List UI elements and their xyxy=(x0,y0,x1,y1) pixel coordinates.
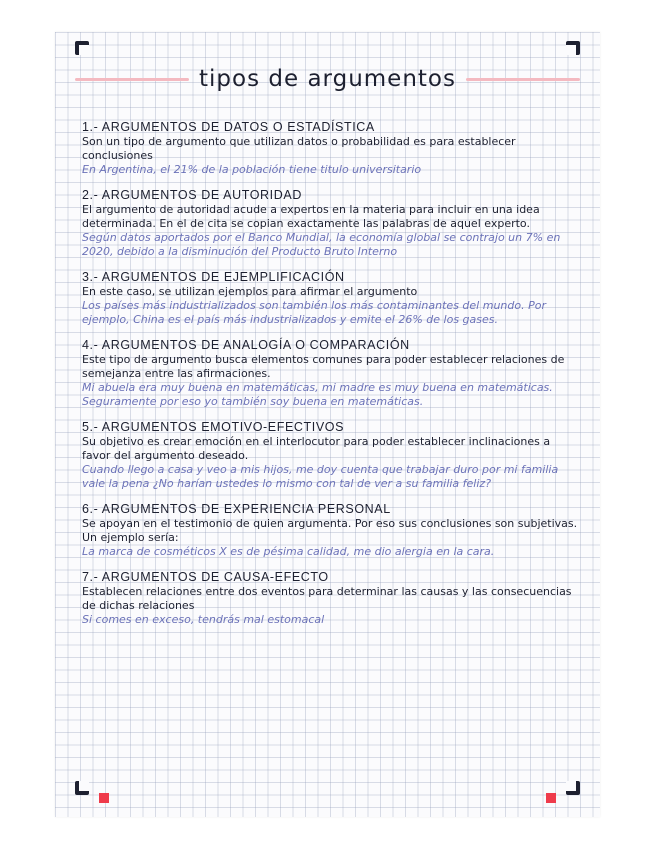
section-example: Si comes en exceso, tendrás mal estomacal xyxy=(82,613,325,626)
notebook-page xyxy=(55,32,600,817)
red-square-icon xyxy=(99,793,109,803)
corner-bracket-icon xyxy=(75,41,89,55)
section-example: Según datos aportados por el Banco Mundial, la economía global se contrajo un 7% en 2020, debido a la disminución del Producto Bruto Interno xyxy=(82,231,561,258)
section-example: Cuando llego a casa y veo a mis hijos, me doy cuenta que trabajar duro por mi familia vale la pena ¿No harían ustedes lo mismo con tal de ver a su familia feliz? xyxy=(82,463,559,490)
section-heading: 3.- ARGUMENTOS DE EJEMPLIFICACIÓN xyxy=(82,270,345,284)
content xyxy=(82,120,578,638)
section-definition: Este tipo de argumento busca elementos comunes para poder establecer relaciones de semejanza entre las afirmaciones. xyxy=(82,353,565,380)
section-example: Mi abuela era muy buena en matemáticas, mi madre es muy buena en matemáticas. Seguramente por eso yo también soy buena en matemáticas. xyxy=(82,381,553,408)
title-divider-left xyxy=(75,78,189,81)
section-definition: Son un tipo de argumento que utilizan datos o probabilidad es para establecer conclusiones xyxy=(82,135,516,162)
section-heading: 7.- ARGUMENTOS DE CAUSA-EFECTO xyxy=(82,570,329,584)
title-divider-right xyxy=(466,78,580,81)
corner-bracket-icon xyxy=(75,781,89,795)
corner-bracket-icon xyxy=(566,41,580,55)
section-emotivo-efectivos xyxy=(82,420,578,491)
section-heading: 5.- ARGUMENTOS EMOTIVO-EFECTIVOS xyxy=(82,420,345,434)
section-autoridad xyxy=(82,188,578,259)
section-definition: Se apoyan en el testimonio de quien argumenta. Por eso sus conclusiones son subjetivas. Un ejemplo sería: xyxy=(82,517,578,544)
section-heading: 2.- ARGUMENTOS DE AUTORIDAD xyxy=(82,188,302,202)
section-ejemplificacion xyxy=(82,270,578,327)
section-example: Los países más industrializados son también los más contaminantes del mundo. Por ejemplo, China es el país más industrializados y emite el 26% de los gases. xyxy=(82,299,546,326)
section-datos-estadistica xyxy=(82,120,578,177)
section-heading: 1.- ARGUMENTOS DE DATOS O ESTADÍSTICA xyxy=(82,120,375,134)
section-definition: Establecen relaciones entre dos eventos para determinar las causas y las consecuencias de dichas relaciones xyxy=(82,585,572,612)
corner-bracket-icon xyxy=(566,781,580,795)
page-title: tipos de argumentos xyxy=(199,66,456,92)
section-analogia-comparacion xyxy=(82,338,578,409)
section-causa-efecto xyxy=(82,570,578,627)
section-heading: 4.- ARGUMENTOS DE ANALOGÍA O COMPARACIÓN xyxy=(82,338,410,352)
section-experiencia-personal xyxy=(82,502,578,559)
section-definition: Su objetivo es crear emoción en el interlocutor para poder establecer inclinaciones a favor del argumento deseado. xyxy=(82,435,551,462)
section-example: En Argentina, el 21% de la población tiene titulo universitario xyxy=(82,163,422,176)
section-example: La marca de cosméticos X es de pésima calidad, me dio alergia en la cara. xyxy=(82,545,495,558)
title-row xyxy=(75,66,580,92)
red-square-icon xyxy=(546,793,556,803)
section-definition: El argumento de autoridad acude a expertos en la materia para incluir en una idea determinada. En el de cita se copian exactamente las palabras de aquel experto. xyxy=(82,203,540,230)
section-heading: 6.- ARGUMENTOS DE EXPERIENCIA PERSONAL xyxy=(82,502,391,516)
section-definition: En este caso, se utilizan ejemplos para afirmar el argumento xyxy=(82,285,418,298)
